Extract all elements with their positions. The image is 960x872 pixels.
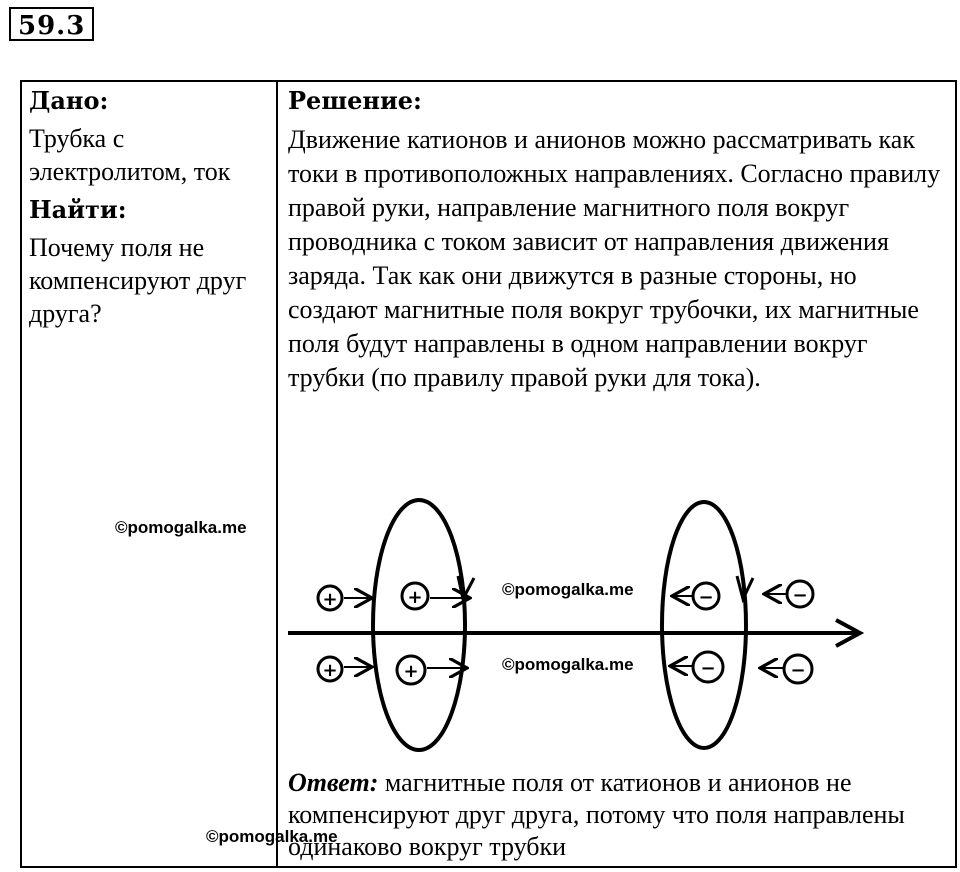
anion-sign: − [698,587,714,608]
cation-bottom-outer [318,657,372,681]
watermark-diagram-bottom: ©pomogalka.me [502,655,634,674]
solution-text: Движение катионов и анионов можно рассматривать как токи в противоположных направлениях. Согласно правилу правой руки, направление магнитного поля вокруг проводника с током зависит от направления движения заряда. Так как они движутся в разные стороны, но создают магнитные поля вокруг трубочки, их магнитные поля будут направлены в одном направлении вокруг трубки (по правилу правой руки для тока). [288,125,941,392]
anion-sign: − [700,658,716,679]
cation-sign: + [403,661,419,682]
given-text: Трубка с электролитом, ток [29,124,231,186]
find-heading: Найти: [29,195,127,224]
watermark-diagram-top: ©pomogalka.me [502,580,634,599]
given-column [29,84,273,330]
magnetic-field-diagram [280,490,940,760]
anion-top-outer [764,581,813,607]
cation-sign: + [322,660,338,681]
watermark-left: ©pomogalka.me [115,518,247,537]
answer-label: Ответ: [288,768,379,797]
given-heading: Дано: [29,86,109,115]
column-divider [276,80,278,868]
cation-bottom-inner [397,656,467,684]
cation-sign: + [407,587,423,608]
answer-block [288,767,948,863]
solution-column [288,84,948,395]
cation-top-outer [318,586,372,610]
anion-bottom-inner [670,652,723,682]
watermark-answer: ©pomogalka.me [206,827,338,846]
anion-sign: − [790,660,806,681]
find-text: Почему поля не компенсируют друг друга? [29,233,247,328]
anion-bottom-outer [760,655,812,683]
anion-sign: − [792,585,808,606]
problem-number: 59.3 [9,7,94,41]
answer-text: магнитные поля от катионов и анионов не компенсируют друг друга, потому что поля направлены одинаково вокруг трубки [288,768,905,861]
field-loop-left [373,500,465,750]
field-loop-right [662,502,746,748]
anion-top-inner [672,583,719,609]
cation-sign: + [322,589,338,610]
solution-heading: Решение: [288,86,422,115]
